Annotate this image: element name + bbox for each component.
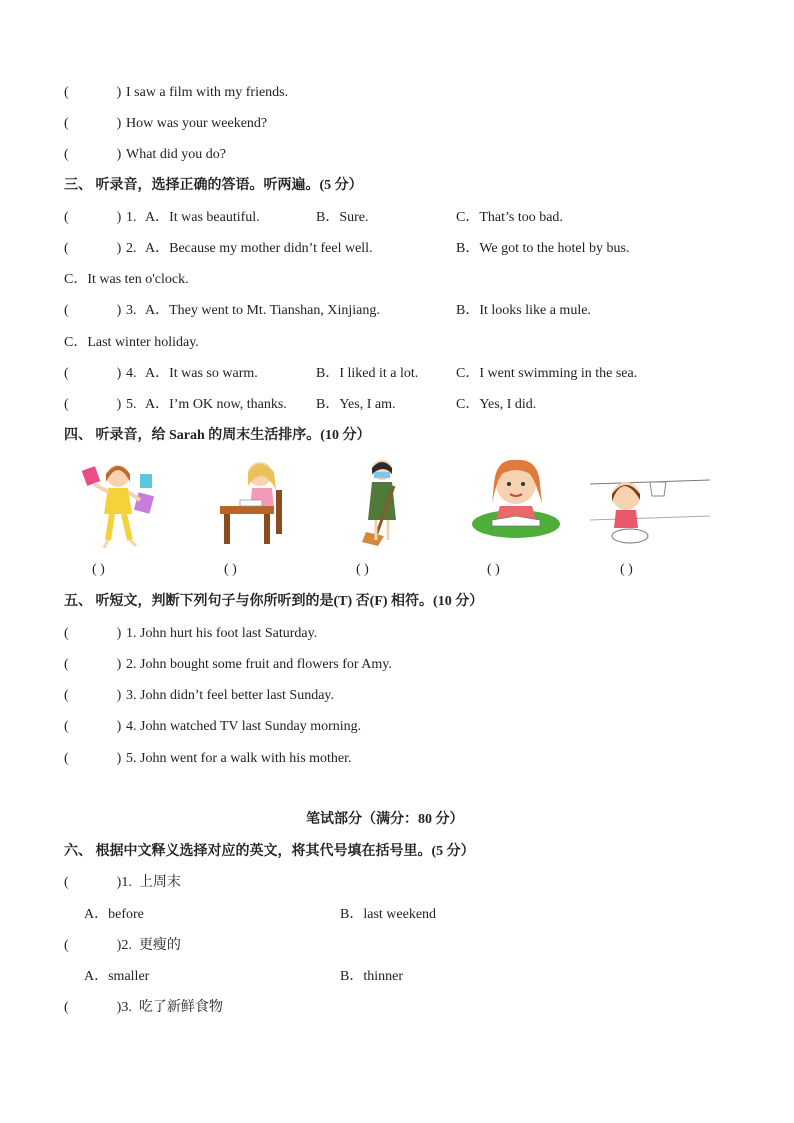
true-false-item: ( ) 1. John hurt his foot last Saturday. xyxy=(64,626,318,641)
option-c: C．I went swimming in the sea. xyxy=(456,366,638,381)
option-b: B．It looks like a mule. xyxy=(456,303,591,318)
true-false-item: ( ) 5. John went for a walk with his mother. xyxy=(64,751,352,766)
option-c: C．That’s too bad. xyxy=(456,210,563,225)
answer-blank[interactable]: ( ) xyxy=(64,85,122,100)
answer-blank[interactable]: ( ) xyxy=(64,210,122,225)
option-b: B．We got to the hotel by bus. xyxy=(456,241,630,256)
reading-girl-image xyxy=(470,454,562,542)
answer-blank[interactable]: ( ) xyxy=(64,719,122,734)
sentence-text: What did you do? xyxy=(126,147,226,162)
answer-line xyxy=(64,146,226,164)
option-b: B．thinner xyxy=(340,969,403,984)
answer-blank[interactable]: ( ) xyxy=(64,303,122,318)
question-3-4: ( ) 4. xyxy=(64,366,137,381)
option-a: A．smaller xyxy=(84,969,150,984)
answer-blank[interactable]: ( ) xyxy=(64,397,122,412)
written-part-title: 笔试部分（满分：80 分） xyxy=(306,812,464,827)
option-a: A．They went to Mt. Tianshan, Xinjiang. xyxy=(145,303,380,318)
answer-blank[interactable]: ( ) xyxy=(64,241,122,256)
question-3-2: ( ) 2. xyxy=(64,241,137,256)
order-blank[interactable]: ( ) xyxy=(356,562,369,577)
option-c: C．Last winter holiday. xyxy=(64,335,199,350)
question-6-1: ( )1. 上周末 xyxy=(64,875,181,890)
sentence-text: How was your weekend? xyxy=(126,116,268,131)
answer-blank[interactable]: ( ) xyxy=(64,626,122,641)
shopping-girl-image xyxy=(80,456,160,552)
option-c: C．It was ten o'clock. xyxy=(64,272,189,287)
option-c: C．Yes, I did. xyxy=(456,397,537,412)
section-5-heading: 五、 听短文，判断下列句子与你所听到的是(T) 否(F) 相符。(10 分） xyxy=(64,594,484,609)
homework-girl-image xyxy=(216,456,292,548)
order-blank[interactable]: ( ) xyxy=(92,562,105,577)
question-6-3: ( )3. 吃了新鲜食物 xyxy=(64,1000,223,1015)
true-false-item: ( ) 3. John didn’t feel better last Sunday. xyxy=(64,688,335,703)
answer-blank[interactable]: ( ) xyxy=(64,116,122,131)
question-3-5: ( ) 5. xyxy=(64,397,137,412)
option-a: A．Because my mother didn’t feel well. xyxy=(145,241,373,256)
answer-blank[interactable]: ( ) xyxy=(64,366,122,381)
option-b: B．last weekend xyxy=(340,907,437,922)
answer-blank[interactable]: ( ) xyxy=(64,147,122,162)
section-4-heading: 四、 听录音，给 Sarah 的周末生活排序。(10 分） xyxy=(64,428,371,443)
answer-line xyxy=(64,115,267,133)
answer-blank[interactable]: ( ) xyxy=(64,657,122,672)
option-b: B．I liked it a lot. xyxy=(316,366,419,381)
option-b: B．Sure. xyxy=(316,210,369,225)
option-a: A．It was so warm. xyxy=(145,366,258,381)
option-a: A．I’m OK now, thanks. xyxy=(145,397,287,412)
section-3-heading: 三、 听录音，选择正确的答语。听两遍。(5 分） xyxy=(64,178,363,193)
option-a: A．It was beautiful. xyxy=(145,210,260,225)
answer-blank[interactable]: ( ) xyxy=(64,688,122,703)
section-6-heading: 六、 根据中文释义选择对应的英文，将其代号填在括号里。(5 分） xyxy=(64,844,475,859)
option-b: B．Yes, I am. xyxy=(316,397,396,412)
answer-blank[interactable]: ( ) xyxy=(64,751,122,766)
sentence-text: I saw a film with my friends. xyxy=(126,85,289,100)
question-3-1: ( ) 1. xyxy=(64,210,137,225)
washing-clothes-girl-image xyxy=(590,470,710,552)
answer-line xyxy=(64,84,288,102)
order-blank[interactable]: ( ) xyxy=(620,562,633,577)
option-a: A．before xyxy=(84,907,144,922)
true-false-item: ( ) 2. John bought some fruit and flowers for Amy. xyxy=(64,657,392,672)
true-false-item: ( ) 4. John watched TV last Sunday morning. xyxy=(64,719,362,734)
order-blank[interactable]: ( ) xyxy=(224,562,237,577)
sweeping-girl-image xyxy=(354,456,410,548)
order-blank[interactable]: ( ) xyxy=(487,562,500,577)
question-6-2: ( )2. 更瘦的 xyxy=(64,938,181,953)
question-3-3: ( ) 3. xyxy=(64,303,137,318)
